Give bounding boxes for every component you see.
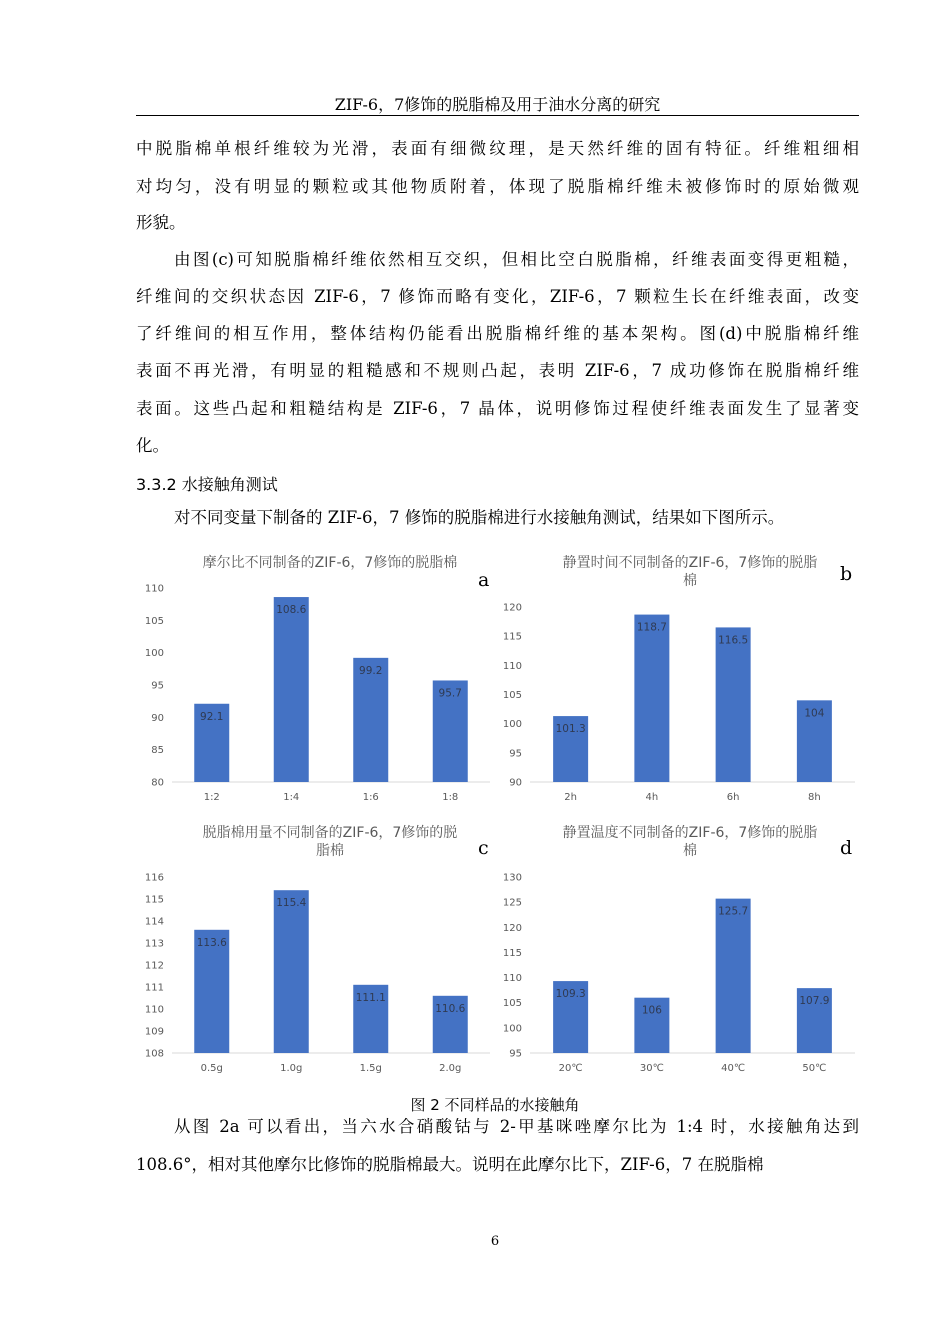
- data-label: 92.1: [200, 710, 224, 723]
- x-tick-label: 1:8: [442, 792, 459, 803]
- y-tick-label: 115: [502, 631, 522, 643]
- bar: [274, 890, 309, 1053]
- y-tick-label: 120: [502, 922, 522, 934]
- running-header: ZIF-6，7修饰的脱脂棉及用于油水分离的研究: [334, 95, 661, 114]
- y-tick-label: 125: [502, 897, 522, 909]
- y-tick-label: 105: [502, 690, 522, 701]
- chart-title: 脱脂棉用量不同制备的ZIF-6，7修饰的脱: [202, 825, 458, 841]
- x-tick-label: 1:6: [362, 792, 379, 803]
- y-tick-label: 116: [144, 872, 164, 884]
- text-line: 表面。这些凸起和粗糙结构是 ZIF-6，7 晶体，说明修饰过程使纤维表面发生了显著变: [136, 399, 859, 418]
- text-line: 了纤维间的相互作用，整体结构仍能看出脱脂棉纤维的基本架构。图(d)中脱脂棉纤维: [136, 324, 859, 343]
- bar: [716, 627, 751, 782]
- chart-title: 脂棉: [316, 843, 344, 859]
- data-label: 109.3: [555, 988, 586, 1001]
- chart-title: 静置温度不同制备的ZIF-6，7修饰的脱脂: [562, 825, 818, 841]
- x-tick-label: 1:4: [283, 792, 300, 803]
- chart-title: 棉: [683, 573, 697, 589]
- y-tick-label: 120: [502, 602, 522, 614]
- chart-title: 静置时间不同制备的ZIF-6，7修饰的脱脂: [562, 555, 818, 571]
- bar: [274, 597, 309, 782]
- x-tick-label: 2h: [564, 792, 577, 803]
- x-tick-label: 2.0g: [439, 1063, 462, 1074]
- bar: [716, 899, 751, 1053]
- y-tick-label: 85: [151, 745, 164, 757]
- data-label: 107.9: [799, 995, 830, 1008]
- y-tick-label: 113: [144, 938, 164, 950]
- data-label: 95.7: [438, 687, 462, 700]
- chart-title: 棉: [683, 843, 697, 859]
- y-tick-label: 95: [509, 748, 522, 760]
- x-tick-label: 50℃: [802, 1063, 827, 1074]
- y-tick-label: 100: [502, 719, 522, 731]
- panel-label: b: [840, 563, 853, 585]
- x-tick-label: 40℃: [721, 1063, 746, 1074]
- x-tick-label: 1.0g: [280, 1063, 303, 1074]
- y-tick-label: 100: [502, 1023, 522, 1035]
- data-label: 108.6: [276, 604, 307, 617]
- x-tick-label: 8h: [808, 792, 821, 803]
- y-tick-label: 110: [502, 660, 522, 672]
- x-tick-label: 0.5g: [200, 1063, 223, 1074]
- y-tick-label: 95: [509, 1048, 522, 1060]
- panel-label: c: [478, 837, 489, 859]
- section-heading: 3.3.2 水接触角测试: [136, 475, 278, 494]
- data-label: 116.5: [718, 634, 749, 647]
- y-tick-label: 114: [144, 916, 164, 928]
- y-tick-label: 110: [144, 583, 164, 595]
- y-tick-label: 110: [144, 1004, 164, 1016]
- text-line: 从图 2a 可以看出，当六水合硝酸钴与 2-甲基咪唑摩尔比为 1:4 时，水接触角达到: [174, 1117, 859, 1136]
- y-tick-label: 95: [151, 680, 164, 692]
- x-tick-label: 30℃: [639, 1063, 664, 1074]
- data-label: 113.6: [196, 936, 227, 949]
- data-label: 115.4: [276, 897, 307, 910]
- text-line: 形貌。: [136, 213, 186, 232]
- y-tick-label: 112: [144, 960, 164, 972]
- figure-caption: 图 2 不同样品的水接触角: [410, 1096, 580, 1114]
- data-label: 125.7: [718, 905, 749, 918]
- bar: [634, 615, 669, 782]
- panel-label: a: [478, 569, 490, 591]
- y-tick-label: 108: [144, 1048, 164, 1060]
- data-label: 99.2: [359, 664, 383, 677]
- y-tick-label: 111: [144, 982, 164, 994]
- text-line: 化。: [136, 436, 169, 455]
- x-tick-label: 1:2: [203, 792, 220, 803]
- chart-title: 摩尔比不同制备的ZIF-6，7修饰的脱脂棉: [202, 555, 458, 571]
- text-line: 表面不再光滑，有明显的粗糙感和不规则凸起，表明 ZIF-6，7 成功修饰在脱脂棉纤维: [136, 361, 859, 380]
- text-line: 纤维间的交织状态因 ZIF-6，7 修饰而略有变化，ZIF-6，7 颗粒生长在纤维表面，改变: [136, 287, 859, 306]
- y-tick-label: 80: [151, 777, 164, 789]
- y-tick-label: 109: [144, 1026, 164, 1038]
- x-tick-label: 1.5g: [359, 1063, 382, 1074]
- data-label: 106: [641, 1004, 662, 1017]
- text-line: 中脱脂棉单根纤维较为光滑，表面有细微纹理，是天然纤维的固有特征。纤维粗细相: [136, 139, 859, 158]
- panel-label: d: [840, 837, 853, 859]
- data-label: 104: [804, 707, 825, 720]
- data-label: 118.7: [636, 621, 667, 634]
- text-line: 由图(c)可知脱脂棉纤维依然相互交织，但相比空白脱脂棉，纤维表面变得更粗糙，: [174, 250, 859, 269]
- y-tick-label: 90: [151, 712, 164, 724]
- y-tick-label: 90: [509, 777, 522, 789]
- data-label: 110.6: [435, 1002, 466, 1015]
- text-line: 108.6°，相对其他摩尔比修饰的脱脂棉最大。说明在此摩尔比下，ZIF-6，7 在脱脂棉: [136, 1155, 764, 1174]
- data-label: 101.3: [555, 723, 586, 736]
- y-tick-label: 105: [502, 998, 522, 1010]
- y-tick-label: 115: [502, 947, 522, 959]
- y-tick-label: 100: [144, 648, 164, 660]
- y-tick-label: 110: [502, 973, 522, 985]
- data-label: 111.1: [355, 991, 386, 1004]
- x-tick-label: 4h: [645, 792, 659, 803]
- page-number: 6: [490, 1234, 500, 1249]
- text-line: 对不同变量下制备的 ZIF-6，7 修饰的脱脂棉进行水接触角测试，结果如下图所示。: [174, 508, 785, 527]
- x-tick-label: 6h: [726, 792, 740, 803]
- x-tick-label: 20℃: [558, 1063, 583, 1074]
- y-tick-label: 105: [144, 615, 164, 627]
- y-tick-label: 115: [144, 894, 164, 906]
- y-tick-label: 130: [502, 872, 522, 884]
- text-line: 对均匀，没有明显的颗粒或其他物质附着，体现了脱脂棉纤维未被修饰时的原始微观: [136, 177, 859, 196]
